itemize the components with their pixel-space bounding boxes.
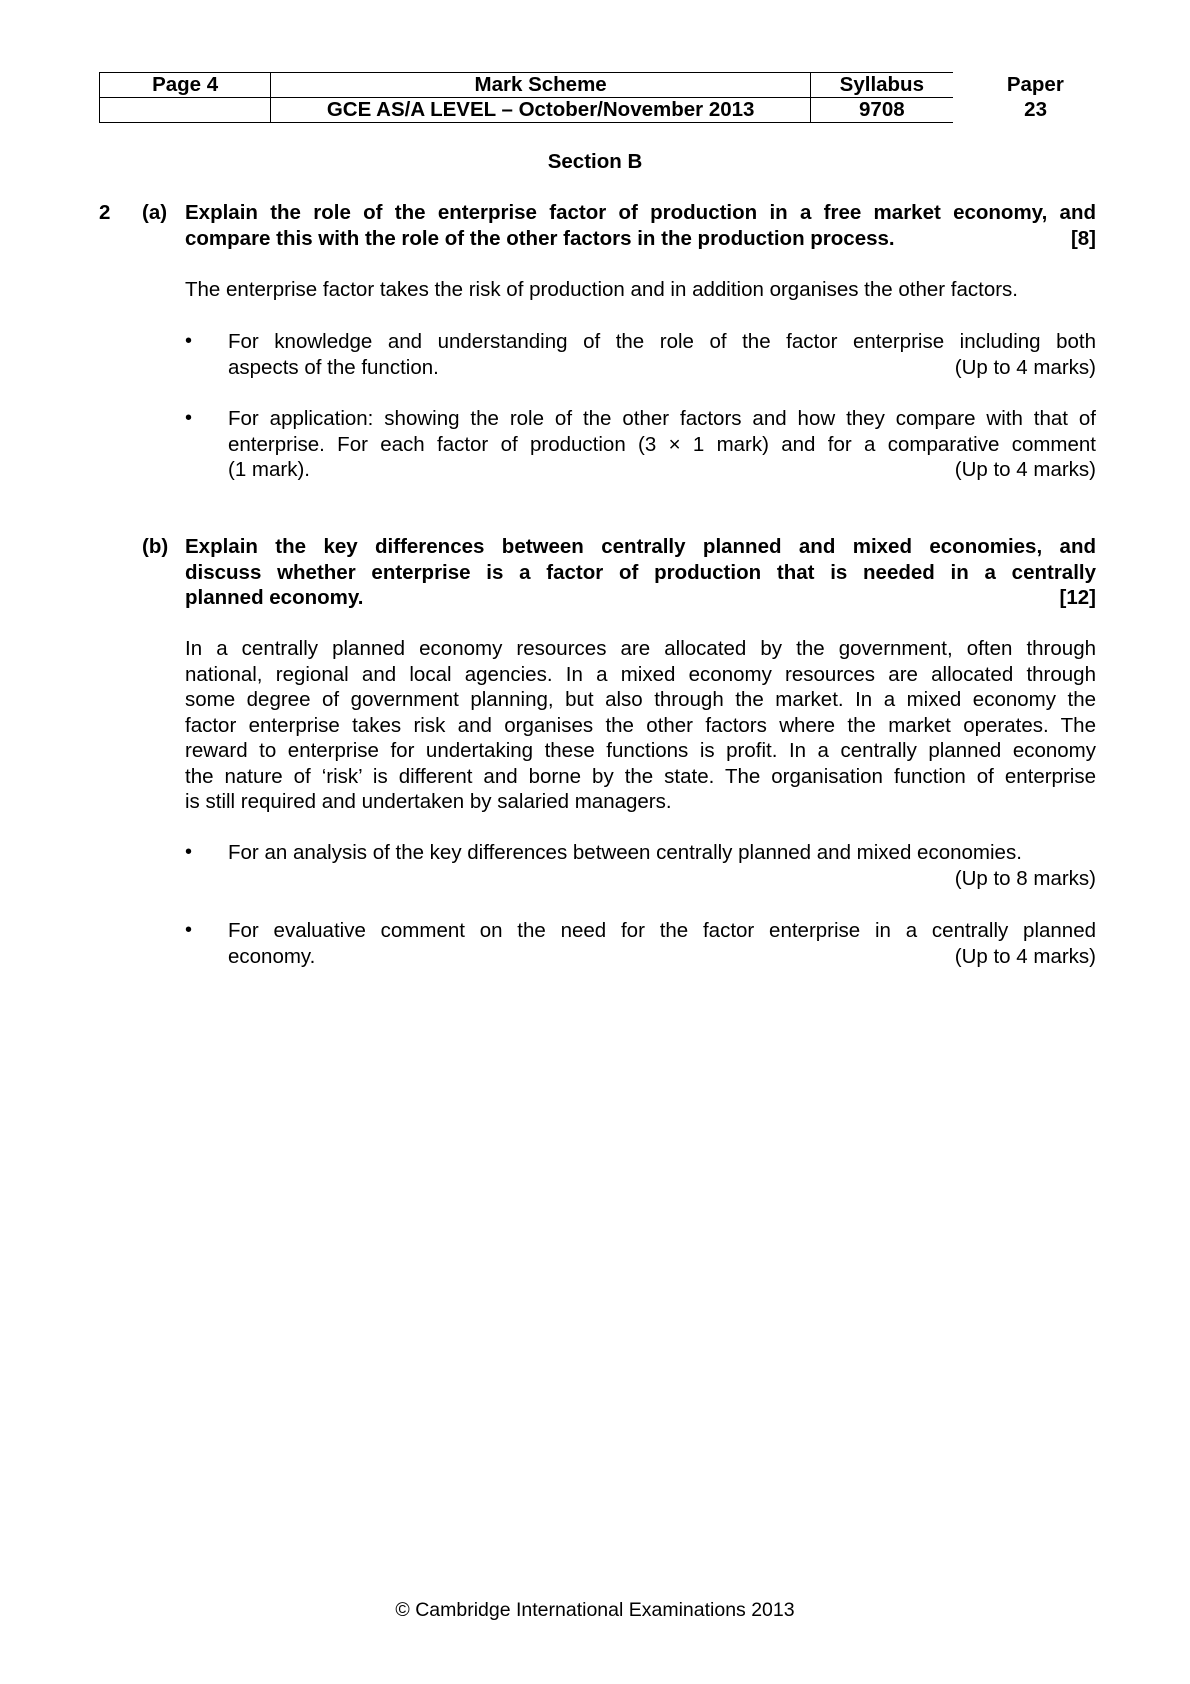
bullet-line: For application: showing the role of the other factors and how they compare with that of	[228, 407, 1096, 430]
part-b-label: (b)	[142, 535, 169, 558]
answer-line: factor enterprise takes risk and organises the other factors where the market operates. The	[185, 713, 1096, 737]
bullet-icon: •	[185, 919, 193, 941]
answer-line: is still required and undertaken by salaried managers.	[185, 790, 672, 813]
part-b-prompt-line: discuss whether enterprise is a factor of production that is needed in a centrally	[185, 560, 1096, 584]
part-a-prompt-text: compare this with the role of the other factors in the production process.	[185, 226, 895, 250]
bullet-line-text: aspects of the function.	[228, 355, 439, 379]
empty-cell	[100, 98, 271, 123]
part-b-bullet-1	[228, 840, 1096, 891]
answer-line: In a centrally planned economy resources are allocated by the government, often through	[185, 637, 1096, 660]
part-a-prompt-line	[185, 226, 1096, 252]
part-a-label: (a)	[142, 201, 168, 224]
part-a-intro: The enterprise factor takes the risk of production and in addition organises the other factors.	[185, 278, 1018, 301]
part-b-prompt-text: planned economy.	[185, 586, 364, 609]
doc-title: Mark Scheme	[271, 73, 811, 98]
part-b-prompt-line: Explain the key differences between centrally planned and mixed economies, and	[185, 535, 1096, 558]
bullet-line	[228, 944, 1096, 970]
answer-line: national, regional and local agencies. In a mixed economy resources are allocated through	[185, 662, 1096, 686]
syllabus-label: Syllabus	[811, 73, 953, 98]
bullet-line	[228, 866, 1096, 892]
bullet-line	[228, 457, 1096, 483]
bullet-marks: (Up to 4 marks)	[954, 944, 1096, 968]
paper-code: 23	[1024, 98, 1047, 121]
part-b-prompt	[185, 534, 1096, 611]
bullet-marks: (Up to 4 marks)	[954, 355, 1096, 379]
part-b-prompt-line	[185, 585, 1096, 611]
syllabus-code: 9708	[811, 98, 953, 123]
question-number: 2	[99, 201, 111, 224]
part-a-prompt-line: Explain the role of the enterprise factor of production in a free market economy, and	[185, 201, 1096, 224]
page-label: Page 4	[100, 73, 271, 98]
bullet-icon: •	[185, 407, 193, 429]
bullet-marks: (Up to 4 marks)	[954, 458, 1096, 481]
bullet-line: enterprise. For each factor of production (3 × 1 mark) and for a comparative comment	[228, 432, 1096, 456]
part-b-answer	[185, 636, 1096, 815]
header-table	[99, 72, 1119, 123]
part-b-bullet-2	[228, 918, 1096, 969]
bullet-line-text: (1 mark).	[228, 458, 310, 481]
bullet-line-text: economy.	[228, 944, 316, 968]
bullet-icon: •	[185, 841, 193, 863]
part-a-bullet-1	[228, 329, 1096, 380]
part-a-bullet-2	[228, 406, 1096, 483]
bullet-line: For knowledge and understanding of the role of the factor enterprise including both	[228, 330, 1096, 353]
exam-title: GCE AS/A LEVEL – October/November 2013	[271, 98, 811, 123]
bullet-line: For evaluative comment on the need for the factor enterprise in a centrally planned	[228, 919, 1096, 942]
header-row-1	[100, 73, 1119, 98]
answer-line: reward to enterprise for undertaking these functions is profit. In a centrally planned economy	[185, 739, 1096, 762]
bullet-line	[228, 355, 1096, 381]
part-a-prompt	[185, 200, 1096, 251]
footer-copyright: © Cambridge International Examinations 2013	[395, 1599, 795, 1621]
bullet-line: For an analysis of the key differences between centrally planned and mixed economies.	[228, 841, 1022, 864]
bullet-icon: •	[185, 330, 193, 352]
paper-label: Paper	[1006, 73, 1064, 96]
header-row-2	[100, 98, 1119, 123]
part-b-marks: [12]	[1059, 586, 1096, 609]
bullet-marks: (Up to 8 marks)	[954, 866, 1096, 890]
section-title: Section B	[547, 150, 643, 173]
answer-line: the nature of ‘risk’ is different and borne by the state. The organisation function of enterprise	[185, 764, 1096, 788]
part-a-marks: [8]	[1070, 226, 1096, 250]
answer-line: some degree of government planning, but also through the market. In a mixed economy the	[185, 688, 1096, 711]
